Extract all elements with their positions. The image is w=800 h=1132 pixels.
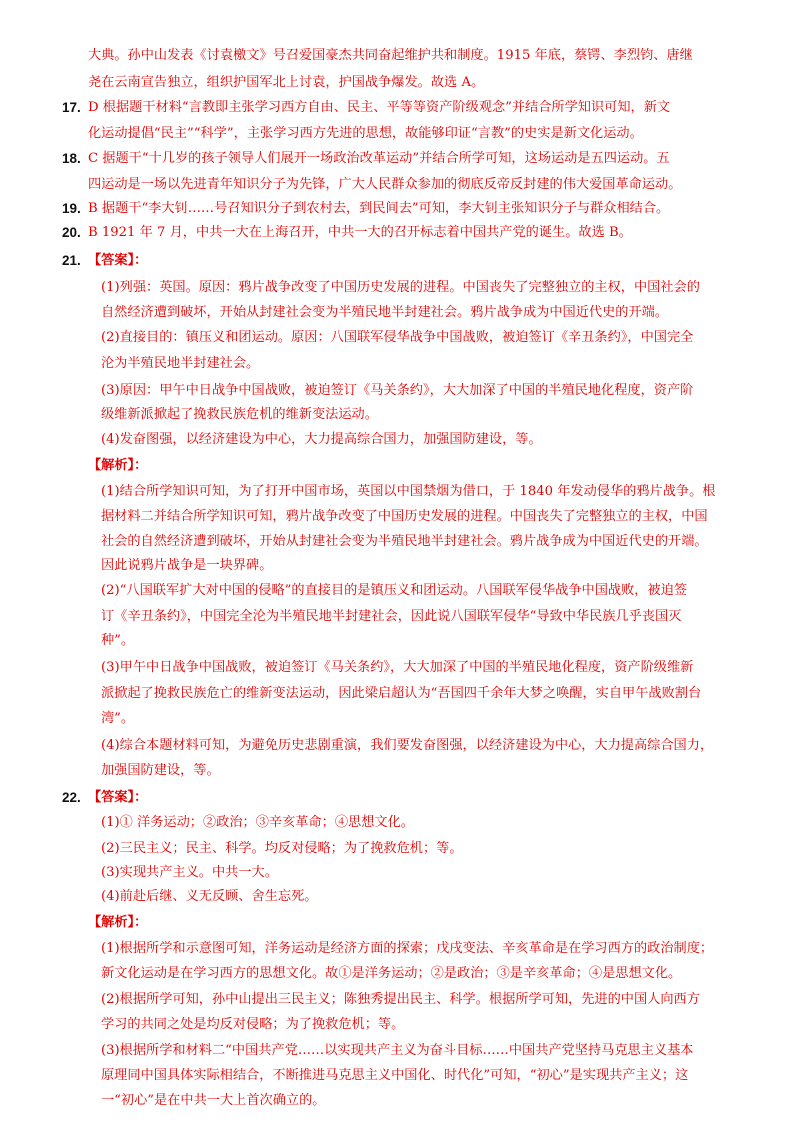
text-line	[0, 606, 800, 628]
text-line	[0, 735, 800, 757]
text-line	[0, 989, 800, 1011]
text-line	[0, 963, 800, 985]
line-text: 级维新派掀起了挽救民族危机的维新变法运动。	[101, 407, 378, 422]
line-text: 因此说鸦片战争是一块界碑。	[101, 558, 273, 573]
text-line	[0, 404, 800, 426]
section-tag: 【答案】	[88, 253, 135, 268]
line-text: (4)发奋图强，以经济建设为中心，大力提高综合国力，加强国防建设，等。	[101, 432, 542, 447]
text-line	[0, 72, 800, 94]
text-line	[0, 327, 800, 349]
text-line	[0, 838, 800, 860]
line-text: (3)根据所学和材料二“中国共产党……以实现共产主义为奋斗目标……中国共产党坚持马克思主义基本	[101, 1043, 694, 1058]
text-line	[0, 531, 800, 553]
text-line	[0, 1040, 800, 1062]
question-number: 17.	[62, 100, 81, 115]
text-line	[0, 429, 800, 451]
text-line	[0, 45, 800, 67]
text-line	[0, 455, 800, 477]
text-line	[0, 353, 800, 375]
line-text: (4)前赴后继、义无反顾、舍生忘死。	[101, 889, 318, 904]
line-text: 一“初心”是在中共一大上首次确立的。	[101, 1093, 326, 1108]
text-line	[0, 862, 800, 884]
text-line	[0, 277, 800, 299]
line-text: 社会的自然经济遭到破坏，开始从封建社会变为半殖民地半封建社会。鸦片战争成为中国近代史的开端。	[101, 534, 708, 549]
text-line	[0, 812, 800, 834]
line-text: 四运动是一场以先进青年知识分子为先锋，广大人民群众参加的彻底反帝反封建的伟大爱国革命运动。	[88, 177, 682, 192]
section-tag: 【解析】	[88, 915, 135, 930]
text-line	[0, 123, 800, 145]
text-line	[0, 222, 800, 244]
line-text: C 据题干“十几岁的孩子领导人们展开一场政治改革运动”并结合所学可知，这场运动是五四运动。五	[88, 151, 670, 166]
text-line	[0, 886, 800, 908]
text-line	[0, 912, 800, 934]
line-text: (1)结合所学知识可知，为了打开中国市场，英国以中国禁烟为借口，于 1840 年发动侵华的鸦片战争。根	[101, 484, 716, 499]
text-line	[0, 380, 800, 402]
line-text: (1)列强：英国。原因：鸦片战争改变了中国历史发展的进程。中国丧失了完整独立的主权，中国社会的	[101, 280, 700, 295]
text-line	[0, 555, 800, 577]
line-text: 自然经济遭到破坏，开始从封建社会变为半殖民地半封建社会。鸦片战争成为中国近代史的开端。	[101, 305, 669, 320]
text-line	[0, 302, 800, 324]
line-text: 尧在云南宣告独立，组织护国军北上讨袁，护国战争爆发。故选 A。	[88, 75, 485, 90]
line-text: 新文化运动是在学习西方的思想文化。故①是洋务运动；②是政治；③是辛亥革命；④是思想文化。	[101, 966, 682, 981]
line-text: (2)根据所学可知，孙中山提出三民主义；陈独秀提出民主、科学。根据所学可知，先进的中国人向西方	[101, 992, 700, 1007]
line-text: (1)根据所学和示意图可知，洋务运动是经济方面的探索；戊戌变法、辛亥革命是在学习西方的政治制度；	[101, 941, 714, 956]
text-line	[0, 1014, 800, 1036]
line-text: (3)原因：甲午中日战争中国战败，被迫签订《马关条约》，大大加深了中国的半殖民地化程度，资产阶	[101, 383, 694, 398]
line-text: D 根据题干材料“言教即主张学习西方自由、民主、平等等资产阶级观念”并结合所学知识可知，新文	[88, 100, 671, 115]
section-heading: 【答案】：	[88, 253, 148, 268]
line-text: 原理同中国具体实际相结合，不断推进马克思主义中国化、时代化”可知，“初心”是实现共产主义；这	[101, 1068, 689, 1083]
text-line	[0, 760, 800, 782]
text-line	[0, 580, 800, 602]
line-text: (1)① 洋务运动；②政治；③辛亥革命；④思想文化。	[101, 815, 414, 830]
text-line	[0, 250, 800, 272]
line-text: (3)实现共产主义。中共一大。	[101, 865, 278, 880]
line-text: 学习的共同之处是均反对侵略；为了挽救危机；等。	[101, 1017, 405, 1032]
line-text: (2)直接目的：镇压义和团运动。原因：八国联军侵华战争中国战败，被迫签订《辛丑条约》，中国完全	[101, 330, 694, 345]
line-text: 化运动提倡“民主”“科学”，主张学习西方先进的思想，故能够印证“言教”的史实是新文化运动。	[88, 126, 643, 141]
text-line	[0, 683, 800, 705]
line-text: 加强国防建设，等。	[101, 763, 220, 778]
section-heading: 【答案】：	[88, 790, 148, 805]
text-line	[0, 148, 800, 170]
section-tag: 【解析】	[88, 458, 135, 473]
text-line	[0, 938, 800, 960]
line-text: (3)甲午中日战争中国战败，被迫签订《马关条约》，大大加深了中国的半殖民地化程度，资产阶级维新	[101, 660, 694, 675]
text-line	[0, 506, 800, 528]
line-text: 种”。	[101, 633, 135, 648]
text-line	[0, 481, 800, 503]
line-text: (4)综合本题材料可知，为避免历史悲剧重演，我们要发奋图强，以经济建设为中心，大力提高综合国力，	[101, 738, 714, 753]
line-text: B 据题干“李大钊……号召知识分子到农村去，到民间去”可知，李大钊主张知识分子与群众相结合。	[88, 201, 670, 216]
section-tag: 【答案】	[88, 790, 135, 805]
question-number: 19.	[62, 201, 81, 216]
text-line	[0, 787, 800, 809]
text-line	[0, 97, 800, 119]
text-line	[0, 630, 800, 652]
text-line	[0, 657, 800, 679]
text-line	[0, 1090, 800, 1112]
line-text: 据材料二并结合所学知识可知，鸦片战争改变了中国历史发展的进程。中国丧失了完整独立的主权，中国	[101, 509, 708, 524]
section-heading: 【解析】：	[88, 458, 148, 473]
question-number: 20.	[62, 225, 81, 240]
line-text: 订《辛丑条约》，中国完全沦为半殖民地半封建社会，因此说八国联军侵华“导致中华民族几乎丧国灭	[101, 609, 682, 624]
question-number: 18.	[62, 151, 81, 166]
text-line	[0, 708, 800, 730]
line-text: 大典。孙中山发表《讨袁檄文》号召爱国豪杰共同奋起维护共和制度。1915 年底，蔡锷、李烈钧、唐继	[88, 48, 693, 63]
line-text: 湾”。	[101, 711, 135, 726]
question-number: 21.	[62, 253, 81, 268]
question-number: 22.	[62, 790, 81, 805]
line-text: 派掀起了挽救民族危亡的维新变法运动，因此梁启超认为“吾国四千余年大梦之唤醒，实自甲午战败割台	[101, 686, 702, 701]
line-text: (2)“八国联军扩大对中国的侵略”的直接目的是镇压义和团运动。八国联军侵华战争中国战败，被迫签	[101, 583, 688, 598]
line-text: 沦为半殖民地半封建社会。	[101, 356, 260, 371]
text-line	[0, 174, 800, 196]
text-line	[0, 1065, 800, 1087]
line-text: (2)三民主义；民主、科学。均反对侵略；为了挽救危机；等。	[101, 841, 463, 856]
section-heading: 【解析】：	[88, 915, 148, 930]
text-line	[0, 198, 800, 220]
line-text: B 1921 年 7 月，中共一大在上海召开，中共一大的召开标志着中国共产党的诞生。故选 B。	[88, 225, 632, 240]
